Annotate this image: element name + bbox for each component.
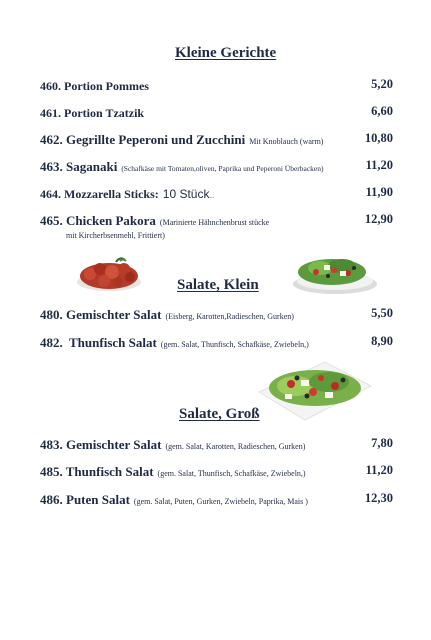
item-price: 7,80	[371, 436, 393, 450]
section-title-salate-gross: Salate, Groß	[179, 406, 260, 422]
item-name: 483. Gemischter Salat	[40, 437, 162, 452]
item-description: (Schafkäse mit Tomaten,oliven, Paprika und Peperoni Überbacken)	[121, 164, 324, 173]
item-price: 11,90	[365, 185, 393, 199]
menu-item	[40, 77, 393, 95]
item-description: (gem. Salat, Puten, Gurken, Zwiebeln, Paprika, Mais )	[133, 497, 308, 506]
menu-item	[40, 185, 393, 203]
item-name: 482. Thunfisch Salat	[40, 335, 157, 350]
item-price: 10,80	[364, 131, 393, 145]
item-price: 12,90	[364, 212, 393, 226]
item-name: 465. Chicken Pakora	[40, 213, 156, 228]
menu-item	[40, 131, 393, 149]
item-price: 6,60	[371, 104, 393, 118]
item-price: 5,50	[371, 306, 393, 320]
item-name: 462. Gegrillte Peperoni und Zucchini	[40, 132, 246, 147]
menu-item	[40, 334, 393, 352]
item-name: 486. Puten Salat	[40, 492, 130, 507]
item-name: 480. Gemischter Salat	[40, 307, 162, 322]
item-description-line2: mit Kircherbsenmehl, Frittiert)	[66, 231, 165, 240]
item-description: (Marinierte Hähnchenbrust stücke	[159, 218, 270, 227]
salad-plate-photo	[290, 248, 380, 296]
item-description: (gem. Salat, Thunfisch, Schafkäse, Zwiebeln,)	[157, 469, 306, 478]
large-salad-photo	[255, 352, 375, 424]
item-price: 8,90	[371, 334, 393, 348]
item-price: 11,20	[365, 463, 393, 477]
menu-item	[40, 158, 393, 176]
menu-item	[40, 436, 393, 454]
section-title-salate-klein: Salate, Klein	[177, 277, 259, 293]
chicken-pakora-photo	[76, 252, 142, 294]
item-description: (gem. Salat, Thunfisch, Schafkäse, Zwiebeln,)	[160, 340, 309, 349]
menu-item	[40, 491, 393, 509]
item-price: 12,30	[364, 491, 393, 505]
item-name: 463. Saganaki	[40, 159, 118, 174]
item-description: 10 Stück	[162, 187, 210, 201]
item-description: (gem. Salat, Karotten, Radieschen, Gurken)	[165, 442, 306, 451]
item-price: 5,20	[371, 77, 393, 91]
item-name: 461. Portion Tzatzik	[40, 106, 145, 120]
item-name: 485. Thunfisch Salat	[40, 464, 154, 479]
item-description: Mit Knoblauch (warm)	[249, 137, 324, 146]
menu-item	[40, 306, 393, 324]
menu-item	[40, 212, 393, 240]
section-title-kleine-gerichte: Kleine Gerichte	[175, 45, 277, 61]
menu-item	[40, 463, 393, 481]
menu-item	[40, 104, 393, 122]
item-price: 11,20	[365, 158, 393, 172]
item-name: 464. Mozzarella Sticks:	[40, 187, 159, 201]
item-name: 460. Portion Pommes	[40, 79, 149, 93]
decorative-dots: ...	[209, 194, 214, 200]
item-description: (Eisberg, Karotten,Radieschen, Gurken)	[165, 312, 294, 321]
